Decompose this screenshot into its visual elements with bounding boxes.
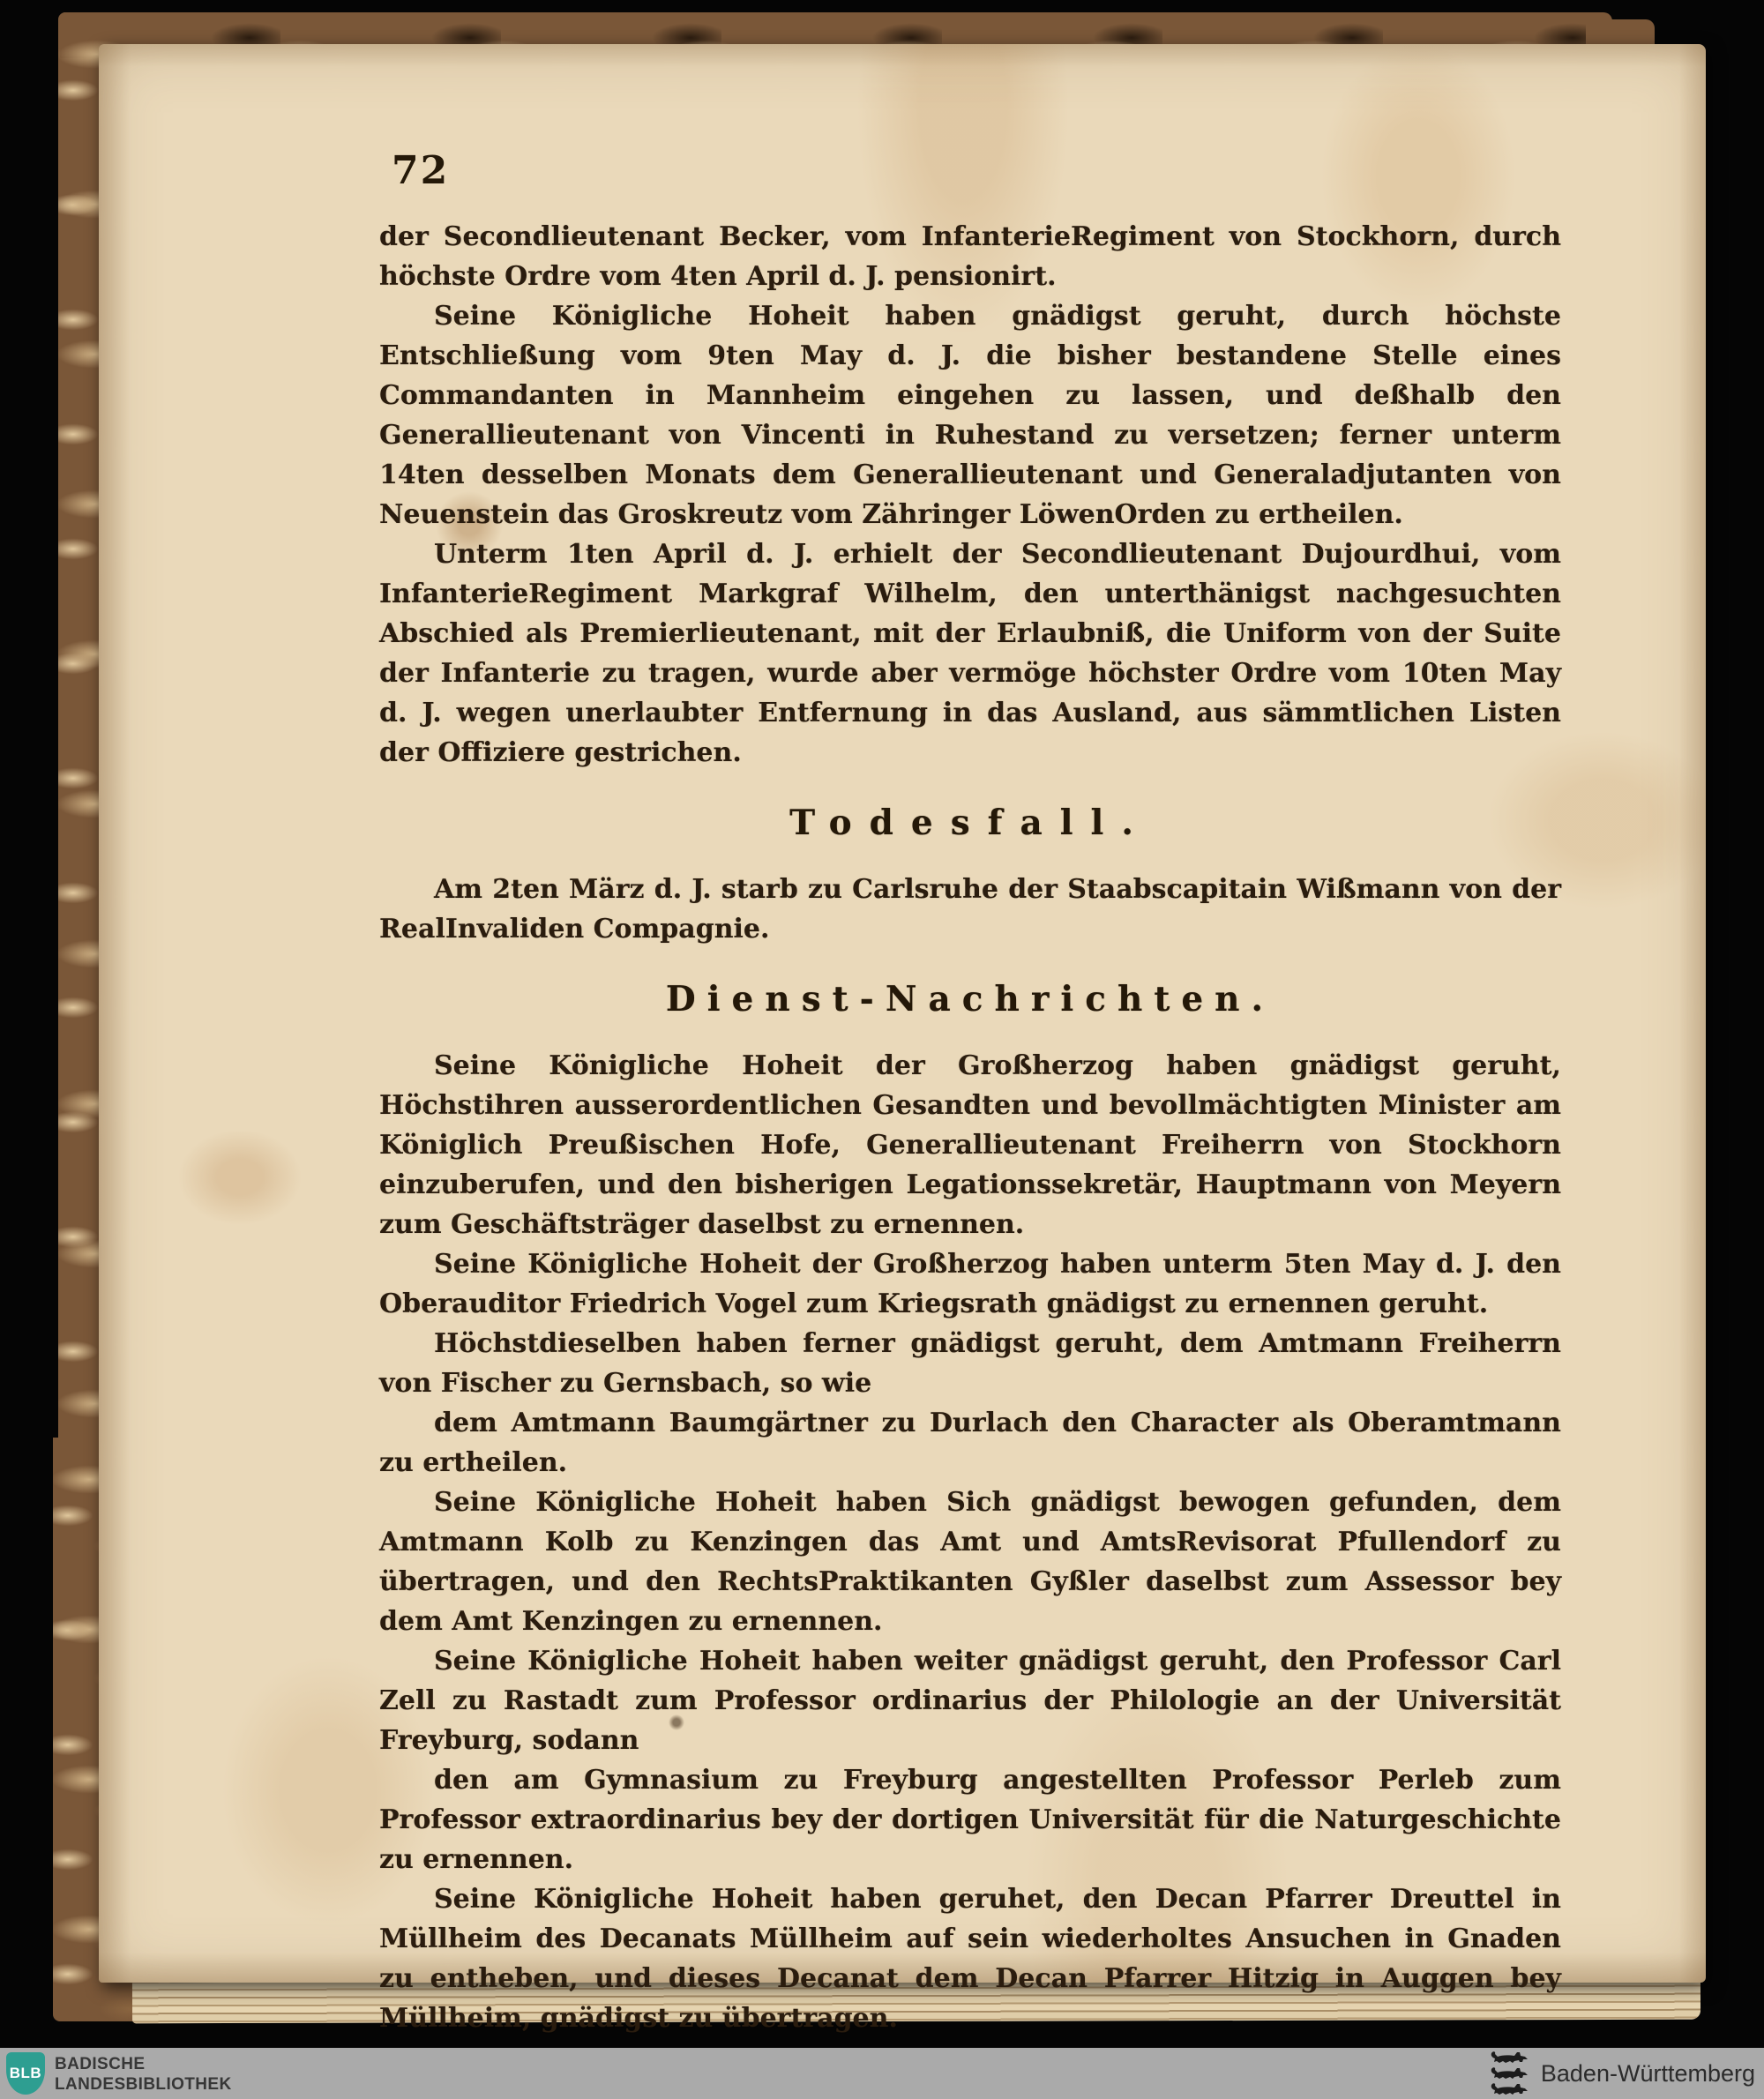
- blb-logo-abbr: BLB: [9, 2065, 42, 2081]
- viewer-footer-bar: [0, 2048, 1764, 2099]
- section-heading: Todesfall.: [789, 803, 1151, 843]
- state-name: Baden-Württemberg: [1540, 2059, 1755, 2087]
- paragraph: dem Amtmann Baumgärtner zu Durlach den Character als Oberamtmann zu ertheilen.: [379, 1408, 1561, 1478]
- paragraph: Seine Königliche Hoheit der Großherzog haben gnädigst geruht, Höchstihren ausserordentlichen Gesandten und bevollmächtigten Minister am Königlich Preußischen Hofe, Generallieutenant Freiherrn von Stockhorn einzuberufen, und den bisherigen Legationssekretär, Hauptmann von Meyern zum Geschäftsträger daselbst zu ernennen.: [379, 1050, 1561, 1240]
- paragraph: den am Gymnasium zu Freyburg angestellten Professor Perleb zum Professor extraordinarius bey der dortigen Universität für die Naturgeschichte zu ernennen.: [379, 1765, 1561, 1875]
- paragraph: Höchstdieselben haben ferner gnädigst geruht, dem Amtmann Freiherrn von Fischer zu Gernsbach, so wie: [379, 1328, 1561, 1399]
- library-name-line1: BADISCHE: [55, 2055, 146, 2073]
- state-branding: [1488, 2048, 1755, 2099]
- library-name: [55, 2054, 232, 2095]
- paragraph: Seine Königliche Hoheit haben Sich gnädigst bewogen gefunden, dem Amtmann Kolb zu Kenzingen das Amt und AmtsRevisorat Pfullendorf zu übertragen, und den RechtsPraktikanten Gyßler daselbst zum Assessor bey dem Amt Kenzingen zu ernennen.: [379, 1487, 1561, 1637]
- blb-library-logo: [6, 2052, 45, 2095]
- page-text: [379, 217, 1561, 2038]
- paragraph: Seine Königliche Hoheit haben gnädigst geruht, durch höchste Entschließung vom 9ten May d. J. die bisher bestandene Stelle eines Commandanten in Mannheim eingehen zu lassen, und deßhalb den Generallieutenant von Vincenti in Ruhestand zu versetzen; ferner unterm 14ten desselben Monats dem Generallieutenant und Generaladjutanten von Neuenstein das Groskreutz vom Zähringer LöwenOrden zu ertheilen.: [379, 301, 1561, 530]
- baden-wuerttemberg-lions-icon: [1488, 2050, 1530, 2096]
- section-heading: Dienst-Nachrichten.: [665, 979, 1275, 1020]
- paragraph: Am 2ten März d. J. starb zu Carlsruhe der Staabscapitain Wißmann von der RealInvaliden Compagnie.: [379, 874, 1561, 945]
- library-name-line2: LANDESBIBLIOTHEK: [55, 2075, 232, 2094]
- paragraph: Seine Königliche Hoheit der Großherzog haben unterm 5ten May d. J. den Oberauditor Friedrich Vogel zum Kriegsrath gnädigst zu ernennen geruht.: [379, 1249, 1561, 1319]
- page-number: 72: [392, 148, 450, 193]
- paragraph: Unterm 1ten April d. J. erhielt der Secondlieutenant Dujourdhui, vom InfanterieRegiment Markgraf Wilhelm, den unterthänigst nachgesuchten Abschied als Premierlieutenant, mit der Erlaubniß, die Uniform von der Suite der Infanterie zu tragen, wurde aber vermöge höchster Ordre vom 10ten May d. J. wegen unerlaubter Entfernung in das Ausland, aus sämmtlichen Listen der Offiziere gestrichen.: [379, 539, 1561, 768]
- book-page: [99, 44, 1706, 2034]
- paragraph: Seine Königliche Hoheit haben geruhet, den Decan Pfarrer Dreuttel in Müllheim des Decanats Müllheim auf sein wiederholtes Ansuchen in Gnaden zu entheben, und dieses Decanat dem Decan Pfarrer Hitzig in Auggen bey Müllheim, gnädigst zu übertragen.: [379, 1884, 1561, 2034]
- paragraph: der Secondlieutenant Becker, vom InfanterieRegiment von Stockhorn, durch höchste Ordre vom 4ten April d. J. pensionirt.: [379, 221, 1561, 292]
- paragraph: Seine Königliche Hoheit haben weiter gnädigst geruht, den Professor Carl Zell zu Rastadt zum Professor ordinarius der Philologie an der Universität Freyburg, sodann: [379, 1646, 1561, 1756]
